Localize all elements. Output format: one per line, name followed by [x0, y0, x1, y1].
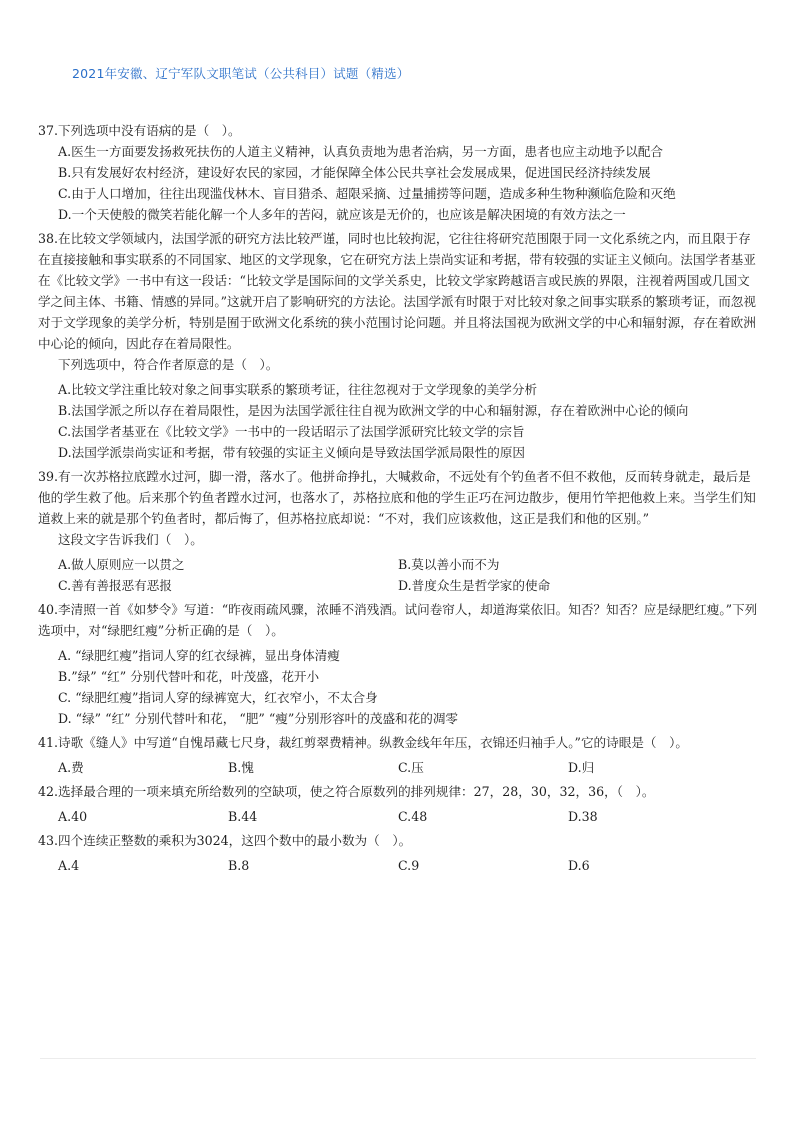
question-stem: 选择最合理的一项来填充所给数列的空缺项，使之符合原数列的排列规律：27，28，30，32，36，（ ）。	[58, 784, 655, 799]
question-37	[38, 120, 760, 225]
option-b: B.44	[228, 809, 258, 824]
question-stem: 四个连续正整数的乘积为3024，这四个数中的最小数为（ ）。	[58, 833, 412, 848]
question-41	[38, 732, 760, 778]
question-stem: 下列选项中没有语病的是（ ）。	[58, 123, 241, 138]
document-header-title: 2021年安徽、辽宁军队文职笔试（公共科目）试题（精选）	[72, 66, 410, 81]
question-passage: 在比较文学领域内，法国学派的研究方法比较严谨，同时也比较拘泥，它往往将研究范围限于同一文化系统之内，而且限于存在直接接触和事实联系的不同国家、地区的文学现象，它在研究方法上崇尚实证和考据，带有较强的实证主义倾向。法国学者基亚在《比较文学》一书中有这一段话：“比较文学是国际间的文学关系史，比较文学家跨越语言或民族的界限，注视着两国或几国文学之间主体、书籍、情感的异同。”这就开启了影响研究的方法论。法国学派有时限于对比较对象之间事实联系的繁琐考证，而忽视对于文学现象的美学分析，特别是囿于欧洲文化系统的狭小范围讨论问题。并且将法国视为欧洲文学的中心和辐射源，存在着欧洲中心论的倾向，因此存在着局限性。	[38, 231, 756, 351]
option-c: C.压	[398, 760, 424, 775]
option-c: C.法国学者基亚在《比较文学》一书中的一段话昭示了法国学派研究比较文学的宗旨	[58, 424, 525, 439]
option-c: C.9	[398, 858, 420, 873]
options-list	[38, 855, 760, 876]
option-b: B.愧	[228, 760, 254, 775]
question-number: 38.	[38, 231, 59, 246]
option-c: C.由于人口增加，往往出现滥伐林木、盲目猎杀、超限采摘、过量捕捞等问题，造成多种生物种濒临危险和灭绝	[58, 186, 676, 201]
page-footer-divider	[40, 1058, 756, 1059]
option-d: D. “绿” “红” 分别代替叶和花， “肥” “瘦”分别形容叶的茂盛和花的凋零	[58, 711, 459, 726]
question-38	[38, 228, 760, 463]
question-list	[38, 120, 760, 879]
options-list	[38, 806, 760, 827]
question-39	[38, 466, 760, 596]
option-a: A.4	[58, 858, 80, 873]
options-list	[38, 554, 760, 596]
option-d: D.6	[568, 858, 590, 873]
option-a: A.40	[58, 809, 88, 824]
options-list	[38, 645, 760, 729]
option-b: B.莫以善小而不为	[398, 557, 500, 572]
option-a: A.费	[58, 760, 84, 775]
question-prompt: 下列选项中，符合作者原意的是（ ）。	[58, 357, 279, 372]
question-number: 42.	[38, 784, 59, 799]
question-prompt: 这段文字告诉我们（ ）。	[58, 532, 203, 547]
option-a: A.比较文学注重比较对象之间事实联系的繁琐考证，往往忽视对于文学现象的美学分析	[58, 382, 538, 397]
option-b: B.只有发展好农村经济，建设好农民的家园，才能保障全体公民共享社会发展成果，促进国民经济持续发展	[58, 165, 651, 180]
options-list	[38, 757, 760, 778]
question-number: 37.	[38, 123, 59, 138]
option-d: D.普度众生是哲学家的使命	[398, 578, 551, 593]
option-a: A.做人原则应一以贯之	[58, 557, 185, 572]
option-d: D.一个天使般的微笑若能化解一个人多年的苦闷，就应该是无价的，也应该是解决困境的有效方法之一	[58, 207, 626, 222]
question-stem: 诗歌《缝人》中写道“自愧昂藏七尺身，裁红剪翠费精神。纵教金线年年压，衣锦还归袖手人。”它的诗眼是（ ）。	[58, 735, 688, 750]
question-number: 39.	[38, 469, 59, 484]
options-list	[38, 379, 760, 463]
option-d: D.38	[568, 809, 598, 824]
option-b: B.法国学派之所以存在着局限性，是因为法国学派往往自视为欧洲文学的中心和辐射源，存在着欧洲中心论的倾向	[58, 403, 689, 418]
question-stem: 李清照一首《如梦令》写道：“昨夜雨疏风骤，浓睡不消残酒。试问卷帘人，却道海棠依旧。知否？知否？应是绿肥红瘦。”下列选项中，对“绿肥红瘦”分析正确的是（ ）。	[38, 602, 758, 638]
question-number: 40.	[38, 602, 59, 617]
option-d: D.归	[568, 760, 595, 775]
option-b: B.8	[228, 858, 250, 873]
question-40	[38, 599, 760, 729]
option-c: C. “绿肥红瘦”指词人穿的绿裤宽大，红衣窄小，不太合身	[58, 690, 378, 705]
question-passage: 有一次苏格拉底蹚水过河，脚一滑，落水了。他拼命挣扎，大喊救命，不远处有个钓鱼者不但不救他，反而转身就走，最后是他的学生救了他。后来那个钓鱼者蹚水过河，也落水了，苏格拉底和他的学生正巧在河边散步，便用竹竿把他救上来。当学生们知道救上来的就是那个钓鱼者时，都后悔了，但苏格拉底却说：“不对，我们应该救他，这正是我们和他的区别。”	[38, 469, 756, 526]
option-a: A. “绿肥红瘦”指词人穿的红衣绿裤，显出身体清瘦	[58, 648, 340, 663]
option-d: D.法国学派崇尚实证和考据，带有较强的实证主义倾向是导致法国学派局限性的原因	[58, 445, 526, 460]
question-43	[38, 830, 760, 876]
question-42	[38, 781, 760, 827]
options-list	[38, 141, 760, 225]
question-number: 43.	[38, 833, 59, 848]
option-c: C.48	[398, 809, 428, 824]
question-number: 41.	[38, 735, 59, 750]
option-a: A.医生一方面要发扬救死扶伤的人道主义精神，认真负责地为患者治病，另一方面，患者也应主动地予以配合	[58, 144, 664, 159]
option-b: B.”绿” “红” 分别代替叶和花，叶茂盛，花开小	[58, 669, 320, 684]
option-c: C.善有善报恶有恶报	[58, 578, 172, 593]
